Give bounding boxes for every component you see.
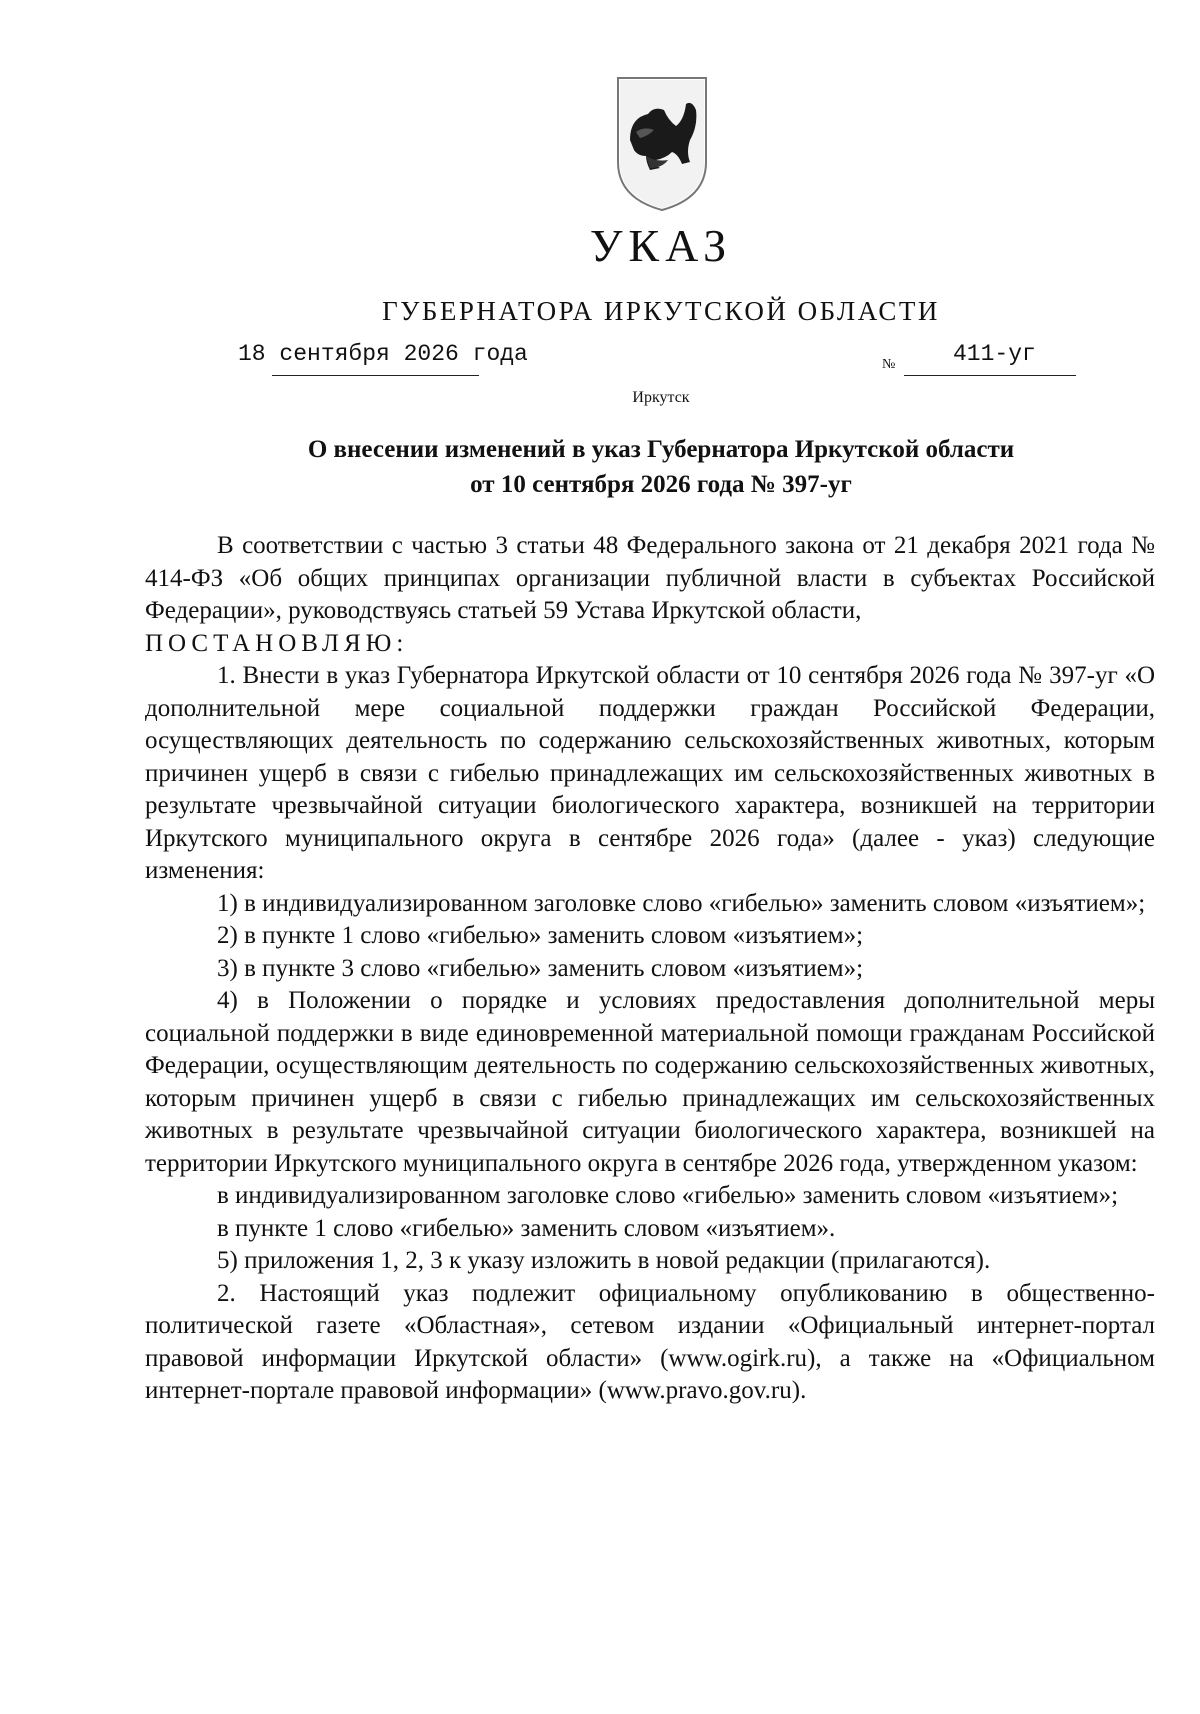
- paragraph-item-1-5: 5) приложения 1, 2, 3 к указу изложить в новой редакции (прилагаются).: [217, 1247, 991, 1274]
- document-title: УКАЗ: [589, 220, 733, 271]
- paragraph-intro: В соответствии с частью 3 статьи 48 Федерального закона от 21 декабря 2021 года № 414-ФЗ «Об общих принципах организации публичной власти в субъектах Российской Федерации», руководствуясь статьей 59 Устава Иркутской области,: [145, 532, 1155, 624]
- paragraph-item-1: 1. Внести в указ Губернатора Иркутской области от 10 сентября 2026 года № 397-уг «О дополнительной мере социальной поддержки граждан Российской Федерации, осуществляющих деятельность по содержанию сельскохозяйственных животных, которым причинен ущерб в связи с гибелью принадлежащих им сельскохозяйственных животных в результате чрезвычайной ситуации биологического характера, возникшей на территории Иркутского муниципального округа в сентябре 2026 года» (далее - указ) следующие изменения:: [145, 662, 1155, 884]
- document-city: Иркутск: [632, 389, 690, 406]
- document-number: 411-уг: [953, 341, 1036, 367]
- irkutsk-coat-of-arms-icon: [610, 70, 714, 214]
- paragraph-item-1-4: 4) в Положении о порядке и условиях предоставления дополнительной меры социальной поддержки в виде единовременной материальной помощи гражданам Российской Федерации, осуществляющим деятельность по содержанию сельскохозяйственных животных, которым причинен ущерб в связи с гибелью принадлежащих им сельскохозяйственных животных в результате чрезвычайной ситуации биологического характера, возникшей на территории Иркутского муниципального округа в сентябре 2026 года, утвержденном указом:: [145, 987, 1155, 1177]
- paragraph-item-1-3: 3) в пункте 3 слово «гибелью» заменить словом «изъятием»;: [217, 954, 864, 982]
- paragraph-decree: ПОСТАНОВЛЯЮ:: [145, 629, 409, 657]
- paragraph-item-2: 2. Настоящий указ подлежит официальному опубликованию в общественно-политической газете «Областная», сетевом издании «Официальный интернет-портал правовой информации Иркутской области» (www.ogirk.ru), а также на «Официальном интернет-портале правовой информации» (www.pravo.gov.ru).: [145, 1279, 1155, 1404]
- document-date: 18 сентября 2026 года: [238, 341, 528, 367]
- paragraph-item-1-2: 2) в пункте 1 слово «гибелью» заменить словом «изъятием»;: [217, 922, 864, 949]
- document-body: [145, 530, 1155, 1408]
- document-heading: [150, 432, 1172, 502]
- paragraph-item-1-4a: в индивидуализированном заголовке слово «гибелью» заменить словом «изъятием»;: [217, 1182, 1119, 1209]
- paragraph-item-1-1: 1) в индивидуализированном заголовке слово «гибелью» заменить словом «изъятием»;: [217, 889, 1146, 917]
- document-subtitle: ГУБЕРНАТОРА ИРКУТСКОЙ ОБЛАСТИ: [382, 296, 940, 326]
- heading-line-1: О внесении изменений в указ Губернатора Иркутской области: [307, 436, 1015, 463]
- number-sign: №: [882, 357, 896, 372]
- number-underline: [904, 375, 1076, 376]
- paragraph-item-1-4b: в пункте 1 слово «гибелью» заменить словом «изъятием».: [217, 1214, 836, 1242]
- heading-line-2: от 10 сентября 2026 года № 397-уг: [470, 471, 852, 498]
- date-underline: [272, 375, 479, 376]
